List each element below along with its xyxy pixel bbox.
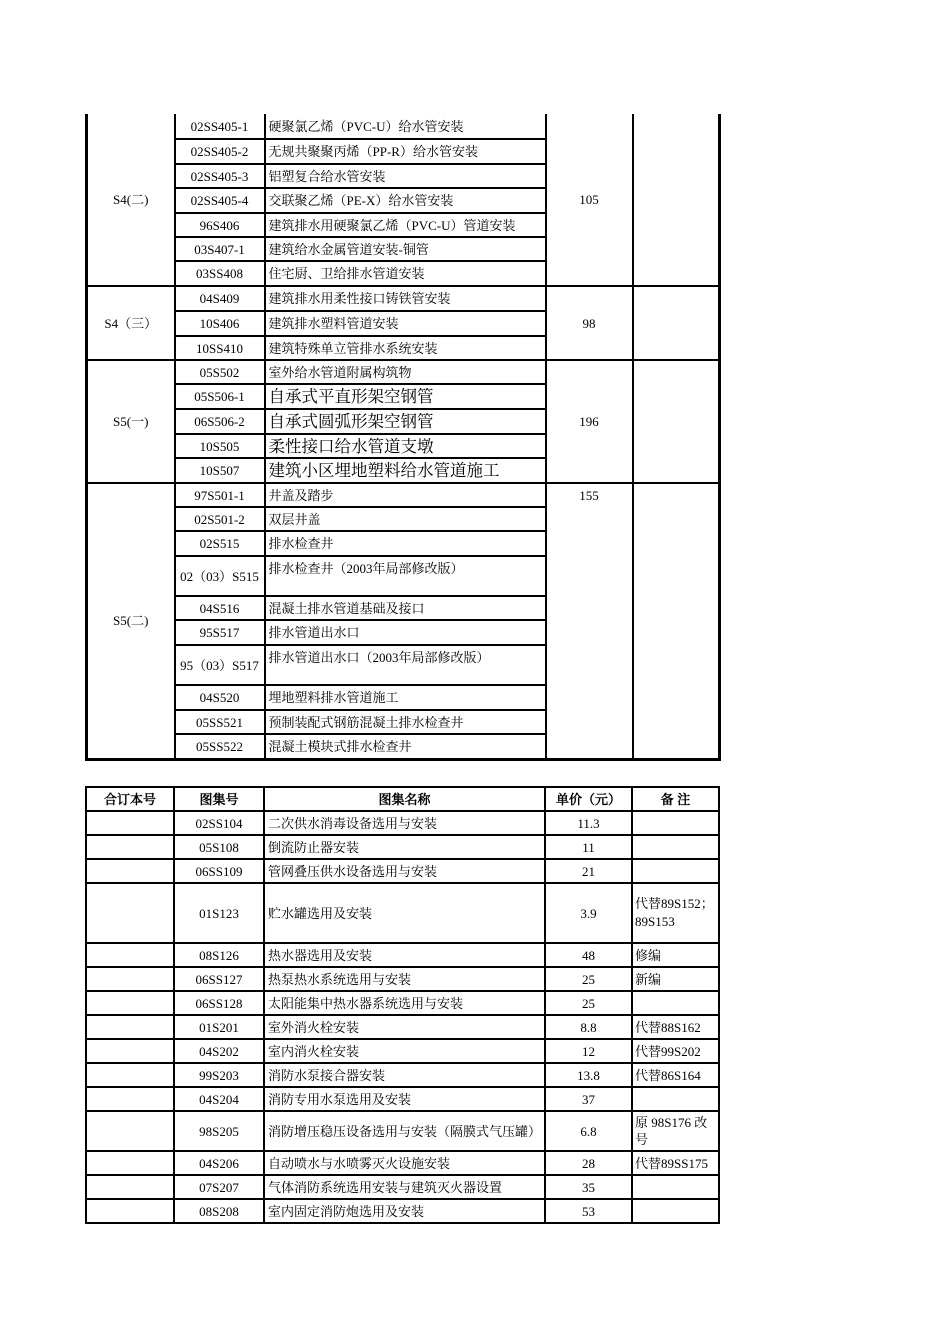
table-row <box>86 1111 719 1151</box>
atlas-name: 消防增压稳压设备选用与安装（隔膜式气压罐） <box>264 1111 545 1151</box>
volume-cell <box>86 859 174 883</box>
atlas-code: 10S406 <box>175 311 265 336</box>
atlas-code: 04S409 <box>175 286 265 311</box>
price-cell: 12 <box>545 1039 632 1063</box>
atlas-name: 室内固定消防炮选用及安装 <box>264 1199 545 1223</box>
note-cell: 代替99S202 <box>632 1039 719 1063</box>
price-cell: 11 <box>545 835 632 859</box>
atlas-code: 05S502 <box>175 360 265 384</box>
atlas-code: 08S208 <box>174 1199 264 1223</box>
price-cell: 21 <box>545 859 632 883</box>
volume-cell <box>86 1063 174 1087</box>
atlas-name: 管网叠压供水设备选用与安装 <box>264 859 545 883</box>
atlas-name: 室外给水管道附属构筑物 <box>265 360 546 384</box>
atlas-code: 05S108 <box>174 835 264 859</box>
atlas-code: 02SS405-4 <box>175 188 265 213</box>
table-row <box>86 943 719 967</box>
note-cell <box>633 483 720 759</box>
atlas-name: 建筑排水用柔性接口铸铁管安装 <box>265 286 546 311</box>
atlas-code: 06SS127 <box>174 967 264 991</box>
atlas-code: 01S201 <box>174 1015 264 1039</box>
atlas-code: 02SS405-2 <box>175 139 265 164</box>
atlas-name: 自承式平直形架空钢管 <box>265 384 546 409</box>
table-row <box>86 1087 719 1111</box>
atlas-code: 02SS405-3 <box>175 164 265 188</box>
atlas-name: 二次供水消毒设备选用与安装 <box>264 811 545 835</box>
header-volume: 合订本号 <box>86 787 174 811</box>
note-cell <box>633 360 720 483</box>
table-row <box>86 1039 719 1063</box>
atlas-name: 双层井盖 <box>265 507 546 531</box>
header-price: 单价（元） <box>545 787 632 811</box>
atlas-code: 95S517 <box>175 620 265 645</box>
atlas-name: 贮水罐选用及安装 <box>264 883 545 943</box>
note-cell: 代替89S152；89S153 <box>632 883 719 943</box>
atlas-name: 建筑给水金属管道安装-铜管 <box>265 237 546 261</box>
note-cell <box>633 114 720 286</box>
atlas-name: 混凝土排水管道基础及接口 <box>265 596 546 620</box>
atlas-code: 98S205 <box>174 1111 264 1151</box>
volume-cell <box>86 811 174 835</box>
price-cell: 25 <box>545 967 632 991</box>
price-cell: 53 <box>545 1199 632 1223</box>
atlas-name: 住宅厨、卫给排水管道安装 <box>265 261 546 286</box>
note-cell <box>632 1087 719 1111</box>
atlas-code: 99S203 <box>174 1063 264 1087</box>
note-cell: 修编 <box>632 943 719 967</box>
note-cell <box>632 1175 719 1199</box>
atlas-name: 建筑小区埋地塑料给水管道施工 <box>265 458 546 483</box>
atlas-code: 01S123 <box>174 883 264 943</box>
atlas-name: 铝塑复合给水管安装 <box>265 164 546 188</box>
atlas-name: 消防专用水泵选用及安装 <box>264 1087 545 1111</box>
volume-cell <box>86 967 174 991</box>
atlas-name: 建筑排水塑料管道安装 <box>265 311 546 336</box>
price-cell: 37 <box>545 1087 632 1111</box>
atlas-name: 排水管道出水口（2003年局部修改版） <box>265 645 546 685</box>
price-cell: 28 <box>545 1151 632 1175</box>
atlas-name: 埋地塑料排水管道施工 <box>265 685 546 710</box>
price-cell: 13.8 <box>545 1063 632 1087</box>
volume-cell <box>86 1199 174 1223</box>
atlas-code: 06SS128 <box>174 991 264 1015</box>
price-cell: 155 <box>546 483 633 759</box>
price-cell: 11.3 <box>545 811 632 835</box>
atlas-code: 04S204 <box>174 1087 264 1111</box>
atlas-name: 室内消火栓安装 <box>264 1039 545 1063</box>
atlas-name: 室外消火栓安装 <box>264 1015 545 1039</box>
table-row <box>86 991 719 1015</box>
atlas-code: 04S202 <box>174 1039 264 1063</box>
table-row <box>86 1015 719 1039</box>
atlas-code: 03SS408 <box>175 261 265 286</box>
note-cell: 原 98S176 改号 <box>632 1111 719 1151</box>
atlas-name: 气体消防系统选用安装与建筑灭火器设置 <box>264 1175 545 1199</box>
atlas-name: 柔性接口给水管道支墩 <box>265 434 546 458</box>
atlas-name: 排水管道出水口 <box>265 620 546 645</box>
volume-cell <box>86 1039 174 1063</box>
price-cell: 8.8 <box>545 1015 632 1039</box>
note-cell <box>632 991 719 1015</box>
volume-cell <box>86 1175 174 1199</box>
table-row <box>86 1175 719 1199</box>
atlas-price-table <box>85 786 720 1224</box>
table-row <box>86 1151 719 1175</box>
price-cell: 105 <box>546 114 633 286</box>
price-cell: 35 <box>545 1175 632 1199</box>
atlas-name: 热水器选用及安装 <box>264 943 545 967</box>
atlas-code: 04S516 <box>175 596 265 620</box>
note-cell: 代替88S162 <box>632 1015 719 1039</box>
volume-cell <box>86 1151 174 1175</box>
atlas-table-continued <box>85 114 721 761</box>
price-cell: 6.8 <box>545 1111 632 1151</box>
atlas-code: 04S206 <box>174 1151 264 1175</box>
atlas-name: 自动喷水与水喷雾灭火设施安装 <box>264 1151 545 1175</box>
table-row <box>86 859 719 883</box>
volume-cell: S5(二) <box>87 483 175 759</box>
volume-cell <box>86 991 174 1015</box>
atlas-code: 05S506-1 <box>175 384 265 409</box>
note-cell: 代替86S164 <box>632 1063 719 1087</box>
atlas-code: 96S406 <box>175 213 265 237</box>
table-row <box>86 835 719 859</box>
volume-cell: S4（三） <box>87 286 175 360</box>
table-row <box>86 967 719 991</box>
atlas-code: 10SS410 <box>175 336 265 360</box>
note-cell <box>632 1199 719 1223</box>
atlas-code: 10S507 <box>175 458 265 483</box>
volume-cell <box>86 1111 174 1151</box>
note-cell: 代替89SS175 <box>632 1151 719 1175</box>
price-cell: 98 <box>546 286 633 360</box>
atlas-name: 自承式圆弧形架空钢管 <box>265 409 546 434</box>
atlas-code: 05SS521 <box>175 710 265 734</box>
table-row <box>86 883 719 943</box>
atlas-code: 04S520 <box>175 685 265 710</box>
volume-cell <box>86 943 174 967</box>
note-cell <box>632 835 719 859</box>
header-name: 图集名称 <box>264 787 545 811</box>
atlas-code: 02SS104 <box>174 811 264 835</box>
atlas-code: 95（03）S517 <box>175 645 265 685</box>
atlas-code: 97S501-1 <box>175 483 265 507</box>
atlas-name: 排水检查井（2003年局部修改版） <box>265 556 546 596</box>
table-row <box>86 1199 719 1223</box>
price-cell: 25 <box>545 991 632 1015</box>
volume-cell <box>86 1015 174 1039</box>
volume-cell <box>86 835 174 859</box>
atlas-name: 交联聚乙烯（PE-X）给水管安装 <box>265 188 546 213</box>
atlas-name: 建筑特殊单立管排水系统安装 <box>265 336 546 360</box>
atlas-code: 02S515 <box>175 531 265 556</box>
table-row <box>86 811 719 835</box>
note-cell <box>632 811 719 835</box>
note-cell: 新编 <box>632 967 719 991</box>
price-cell: 48 <box>545 943 632 967</box>
atlas-code: 02S501-2 <box>175 507 265 531</box>
atlas-code: 06SS109 <box>174 859 264 883</box>
atlas-name: 无规共聚聚丙烯（PP-R）给水管安装 <box>265 139 546 164</box>
price-cell: 196 <box>546 360 633 483</box>
atlas-name: 硬聚氯乙烯（PVC-U）给水管安装 <box>265 114 546 139</box>
volume-cell <box>86 1087 174 1111</box>
atlas-code: 06S506-2 <box>175 409 265 434</box>
note-cell <box>632 859 719 883</box>
atlas-code: 08S126 <box>174 943 264 967</box>
atlas-name: 热泵热水系统选用与安装 <box>264 967 545 991</box>
table-row <box>86 1063 719 1087</box>
atlas-name: 太阳能集中热水器系统选用与安装 <box>264 991 545 1015</box>
volume-cell <box>86 883 174 943</box>
atlas-name: 混凝土模块式排水检查井 <box>265 734 546 759</box>
price-cell: 3.9 <box>545 883 632 943</box>
atlas-name: 排水检查井 <box>265 531 546 556</box>
volume-cell: S4(二) <box>87 114 175 286</box>
atlas-code: 10S505 <box>175 434 265 458</box>
atlas-name: 预制装配式钢筋混凝土排水检查井 <box>265 710 546 734</box>
note-cell <box>633 286 720 360</box>
atlas-name: 建筑排水用硬聚氯乙烯（PVC-U）管道安装 <box>265 213 546 237</box>
atlas-code: 02（03）S515 <box>175 556 265 596</box>
atlas-name: 倒流防止器安装 <box>264 835 545 859</box>
atlas-code: 03S407-1 <box>175 237 265 261</box>
header-note: 备 注 <box>632 787 719 811</box>
atlas-code: 02SS405-1 <box>175 114 265 139</box>
atlas-name: 消防水泵接合器安装 <box>264 1063 545 1087</box>
atlas-name: 井盖及踏步 <box>265 483 546 507</box>
atlas-code: 05SS522 <box>175 734 265 759</box>
header-code: 图集号 <box>174 787 264 811</box>
volume-cell: S5(一) <box>87 360 175 483</box>
atlas-code: 07S207 <box>174 1175 264 1199</box>
